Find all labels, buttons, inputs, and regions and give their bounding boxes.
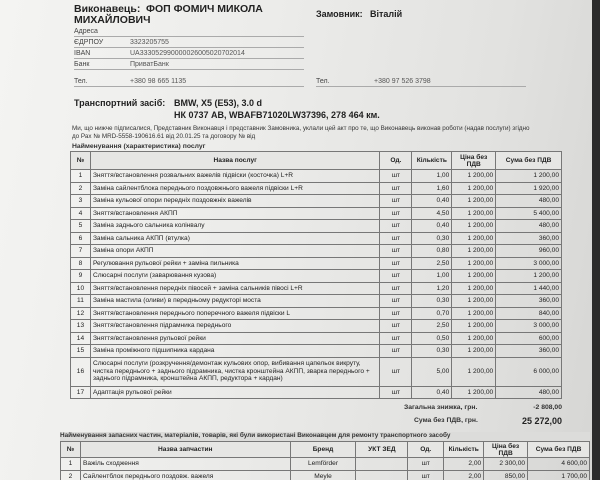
service-row [71,386,562,399]
row-sum: 1 920,00 [496,182,562,195]
row-quantity: 0,40 [412,386,452,399]
total-value: 25 272,00 [521,416,562,426]
service-name: Зняття/встановлення переднього поперечного важеля підвіски L [90,307,380,320]
service-row [71,195,562,208]
row-price: 1 200,00 [452,245,496,258]
row-quantity: 2,50 [412,257,452,270]
customer-name: Віталій [370,9,403,19]
part-unit: шт [408,470,444,480]
part-number: 2 [61,470,81,480]
part-code [356,458,408,471]
part-row [61,470,590,480]
row-number: 1 [71,170,91,183]
vehicle-details: НК 0737 АВ, WBAFB71020LW37396, 278 464 км. [174,110,380,120]
service-name: Заміна сайлентблока переднього поздовжнього важеля підвіски L+R [90,182,380,195]
row-number: 11 [71,295,91,308]
part-price: 850,00 [484,470,528,480]
row-price: 1 200,00 [452,182,496,195]
row-price: 1 200,00 [452,232,496,245]
row-number: 14 [71,332,91,345]
service-row [71,282,562,295]
row-unit: шт [380,207,412,220]
service-row [71,307,562,320]
services-header-row [71,152,562,170]
row-number: 6 [71,232,91,245]
row-number: 12 [71,307,91,320]
row-price: 1 200,00 [452,207,496,220]
row-quantity: 1,00 [412,270,452,283]
row-unit: шт [380,332,412,345]
row-number: 3 [71,195,91,208]
row-unit: шт [380,320,412,333]
col-price: Ціна без ПДВ [452,152,496,170]
service-name: Заміна мастила (оливи) в передньому редукторі моста [90,295,380,308]
row-number: 15 [71,345,91,358]
service-row [71,332,562,345]
row-unit: шт [380,386,412,399]
row-unit: шт [380,232,412,245]
part-unit: шт [408,458,444,471]
row-price: 1 200,00 [452,270,496,283]
row-quantity: 0,70 [412,307,452,320]
address-label: Адреса [74,28,98,35]
tel-value: +380 98 665 1135 [130,78,187,85]
row-price: 1 200,00 [452,332,496,345]
row-sum: 480,00 [496,220,562,233]
part-brand: Lemförder [290,458,356,471]
row-unit: шт [380,282,412,295]
service-row [71,345,562,358]
row-unit: шт [380,307,412,320]
row-number: 17 [71,386,91,399]
edrpou-value: 3323205755 [130,39,169,46]
preamble-line2: до Рах № MRD-5558-190616.61 від 20.01.25 та договору № від [72,133,256,140]
parts-col-code: УКТ ЗЕД [356,442,408,458]
row-quantity: 0,30 [412,345,452,358]
row-quantity: 0,50 [412,332,452,345]
row-sum: 480,00 [496,195,562,208]
row-quantity: 0,80 [412,245,452,258]
parts-section-title: Найменування запасних частин, матеріалів, товарів, які були використані Виконавцем для ремонту транспортного засобу [60,432,590,441]
row-sum: 360,00 [496,295,562,308]
part-name: Сайлентблок переднього поздовж. важеля [80,470,290,480]
row-sum: 1 440,00 [496,282,562,295]
service-row [71,357,562,386]
service-name: Зняття/встановлення рульової рейки [90,332,380,345]
row-price: 1 200,00 [452,307,496,320]
part-quantity: 2,00 [444,458,484,471]
row-number: 7 [71,245,91,258]
row-number: 13 [71,320,91,333]
row-number: 2 [71,182,91,195]
service-row [71,170,562,183]
part-sum: 4 600,00 [528,458,590,471]
iban-label: IBAN [74,50,91,57]
row-unit: шт [380,357,412,386]
parts-col-quantity: Кількість [444,442,484,458]
row-number: 8 [71,257,91,270]
tel-label: Тел. [74,78,88,85]
bank-value: ПриватБанк [130,61,169,68]
row-quantity: 0,30 [412,232,452,245]
service-row [71,257,562,270]
row-sum: 3 000,00 [496,320,562,333]
service-row [71,270,562,283]
row-number: 10 [71,282,91,295]
row-number: 5 [71,220,91,233]
customer-label: Замовник: [316,9,363,19]
row-unit: шт [380,170,412,183]
col-number: № [71,152,91,170]
part-number: 1 [61,458,81,471]
row-price: 1 200,00 [452,345,496,358]
service-row [71,182,562,195]
service-row [71,232,562,245]
row-sum: 960,00 [496,245,562,258]
row-unit: шт [380,345,412,358]
part-price: 2 300,00 [484,458,528,471]
parts-col-number: № [61,442,81,458]
contractor-label: Виконавець: [74,3,141,15]
customer-tel-value: +380 97 526 3798 [374,78,431,85]
service-name: Заміна проміжного підшипника кардана [90,345,380,358]
row-price: 1 200,00 [452,282,496,295]
row-unit: шт [380,270,412,283]
parts-col-price: Ціна без ПДВ [484,442,528,458]
parts-header-row [61,442,590,458]
row-number: 9 [71,270,91,283]
row-unit: шт [380,257,412,270]
row-quantity: 4,50 [412,207,452,220]
preamble-line1: Ми, що нижче підписалися, Представник Виконавця і представник Замовника, уклали цей акт про те, що Виконавець виконав роботи (надав послуги) згідно [72,125,530,132]
total-label: Сума без ПДВ, грн. [414,417,478,424]
parts-col-name: Назва запчастин [80,442,290,458]
row-unit: шт [380,195,412,208]
service-name: Слюсарні послуги (розкручення/демонтаж кульових опор, вибивання цапельок викруту, чистка переднього + заднього підрамника, чистка кронштейна АКПП, зварка переднього + заднього підрамника, кронштейна АКПП, редуктора + кардан) [90,357,380,386]
services-section-title: Найменування (характеристика) послуг [72,143,206,150]
row-price: 1 200,00 [452,295,496,308]
service-row [71,220,562,233]
customer-tel-label: Тел. [316,78,330,85]
row-unit: шт [380,220,412,233]
row-sum: 5 400,00 [496,207,562,220]
parts-table [60,441,590,480]
service-name: Заміна сальника АКПП (втулка) [90,232,380,245]
row-price: 1 200,00 [452,320,496,333]
part-row [61,458,590,471]
row-unit: шт [380,182,412,195]
row-quantity: 1,00 [412,170,452,183]
bank-label: Банк [74,61,90,68]
service-name: Заміна опори АКПП [90,245,380,258]
row-sum: 1 200,00 [496,170,562,183]
row-price: 1 200,00 [452,357,496,386]
vehicle-label: Транспортний засіб: [74,98,166,108]
row-price: 1 200,00 [452,257,496,270]
services-table [70,151,562,399]
service-name: Зняття/встановлення АКПП [90,207,380,220]
part-name: Важіль сходження [80,458,290,471]
row-quantity: 5,00 [412,357,452,386]
service-row [71,295,562,308]
row-price: 1 200,00 [452,195,496,208]
row-quantity: 0,30 [412,295,452,308]
vehicle-model: BMW, X5 (E53), 3.0 d [174,98,263,108]
service-name: Зняття/встановлення розвальних важелів підвіски (косточка) L+R [90,170,380,183]
edrpou-label: ЄДРПОУ [74,39,104,46]
service-row [71,207,562,220]
discount-label: Загальна знижка, грн. [404,404,478,411]
row-number: 16 [71,357,91,386]
row-sum: 360,00 [496,232,562,245]
service-row [71,320,562,333]
row-quantity: 1,20 [412,282,452,295]
contractor-name-line2: МИХАЙЛОВИЧ [74,14,151,26]
row-quantity: 2,50 [412,320,452,333]
service-name: Зняття/встановлення передніх півосей + заміна сальників півосі L+R [90,282,380,295]
service-name: Адаптація рульової рейки [90,386,380,399]
col-unit: Од. [380,152,412,170]
service-name: Регулювання рульової рейки + заміна пильника [90,257,380,270]
row-sum: 3 000,00 [496,257,562,270]
row-sum: 1 200,00 [496,270,562,283]
col-sum: Сума без ПДВ [496,152,562,170]
row-price: 1 200,00 [452,170,496,183]
service-name: Заміна заднього сальника колінвалу [90,220,380,233]
row-sum: 480,00 [496,386,562,399]
col-quantity: Кількість [412,152,452,170]
row-sum: 840,00 [496,307,562,320]
parts-col-sum: Сума без ПДВ [528,442,590,458]
col-service-name: Назва послуг [90,152,380,170]
iban-value: UA333052990000026005020702014 [130,50,245,57]
part-sum: 1 700,00 [528,470,590,480]
row-price: 1 200,00 [452,220,496,233]
row-sum: 600,00 [496,332,562,345]
service-name: Зняття/встановлення підрамника переднього [90,320,380,333]
row-unit: шт [380,295,412,308]
parts-col-brand: Бренд [290,442,356,458]
service-name: Заміна кульової опори передніх поздовжніх важелів [90,195,380,208]
part-brand: Meyle [290,470,356,480]
row-sum: 6 000,00 [496,357,562,386]
contractor-name-line1: ФОП ФОМИЧ МИКОЛА [146,3,263,15]
row-unit: шт [380,245,412,258]
row-quantity: 0,40 [412,195,452,208]
discount-value: -2 808,00 [533,404,562,411]
service-name: Слюсарні послуги (заварювання кузова) [90,270,380,283]
row-quantity: 1,60 [412,182,452,195]
parts-col-unit: Од. [408,442,444,458]
part-code [356,470,408,480]
row-quantity: 0,40 [412,220,452,233]
row-sum: 360,00 [496,345,562,358]
row-price: 1 200,00 [452,386,496,399]
service-row [71,245,562,258]
row-number: 4 [71,207,91,220]
part-quantity: 2,00 [444,470,484,480]
